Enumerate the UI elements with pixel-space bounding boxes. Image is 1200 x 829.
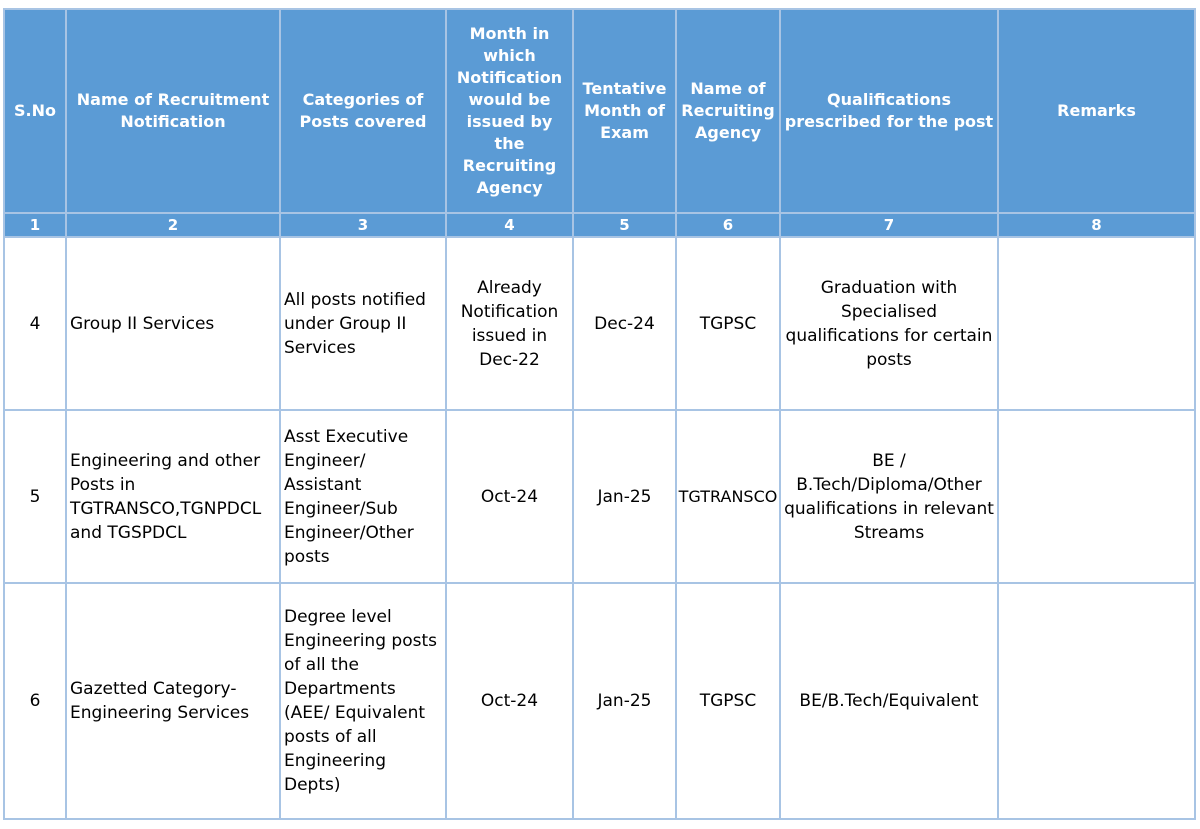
cell-exam-month: Dec-24 <box>573 237 676 410</box>
column-number: 8 <box>998 213 1195 237</box>
recruitment-table <box>3 8 1196 820</box>
cell-recruitment-name: Gazetted Category-Engineering Services <box>66 583 280 819</box>
header-row <box>4 9 1195 213</box>
cell-categories: Asst Executive Engineer/ Assistant Engineer/Sub Engineer/Other posts <box>280 410 446 583</box>
cell-agency: TGTRANSCO <box>676 410 780 583</box>
cell-qualifications: BE/B.Tech/Equivalent <box>780 583 998 819</box>
cell-notification-month: Oct-24 <box>446 583 573 819</box>
header-sno: S.No <box>4 9 66 213</box>
column-number: 5 <box>573 213 676 237</box>
cell-sno: 6 <box>4 583 66 819</box>
column-number: 2 <box>66 213 280 237</box>
cell-categories: All posts notified under Group II Services <box>280 237 446 410</box>
column-number: 7 <box>780 213 998 237</box>
table-row <box>4 410 1195 583</box>
cell-remarks <box>998 583 1195 819</box>
cell-categories: Degree level Engineering posts of all the Departments (AEE/ Equivalent posts of all Engineering Depts) <box>280 583 446 819</box>
cell-agency: TGPSC <box>676 583 780 819</box>
cell-qualifications: Graduation with Specialised qualifications for certain posts <box>780 237 998 410</box>
cell-recruitment-name: Group II Services <box>66 237 280 410</box>
cell-qualifications: BE / B.Tech/Diploma/Other qualifications in relevant Streams <box>780 410 998 583</box>
column-number: 3 <box>280 213 446 237</box>
column-number-row <box>4 213 1195 237</box>
cell-agency: TGPSC <box>676 237 780 410</box>
header-notification-month: Month in which Notification would be issued by the Recruiting Agency <box>446 9 573 213</box>
cell-exam-month: Jan-25 <box>573 410 676 583</box>
header-agency: Name of Recruiting Agency <box>676 9 780 213</box>
cell-remarks <box>998 237 1195 410</box>
cell-recruitment-name: Engineering and other Posts in TGTRANSCO,TGNPDCL and TGSPDCL <box>66 410 280 583</box>
cell-sno: 4 <box>4 237 66 410</box>
cell-exam-month: Jan-25 <box>573 583 676 819</box>
header-categories: Categories of Posts covered <box>280 9 446 213</box>
column-number: 6 <box>676 213 780 237</box>
column-number: 1 <box>4 213 66 237</box>
cell-remarks <box>998 410 1195 583</box>
table-row <box>4 237 1195 410</box>
header-recruitment-notification: Name of Recruitment Notification <box>66 9 280 213</box>
column-number: 4 <box>446 213 573 237</box>
cell-notification-month: Oct-24 <box>446 410 573 583</box>
cell-sno: 5 <box>4 410 66 583</box>
header-qualifications: Qualifications prescribed for the post <box>780 9 998 213</box>
table-row <box>4 583 1195 819</box>
cell-notification-month: Already Notification issued in Dec-22 <box>446 237 573 410</box>
header-exam-month: Tentative Month of Exam <box>573 9 676 213</box>
header-remarks: Remarks <box>998 9 1195 213</box>
